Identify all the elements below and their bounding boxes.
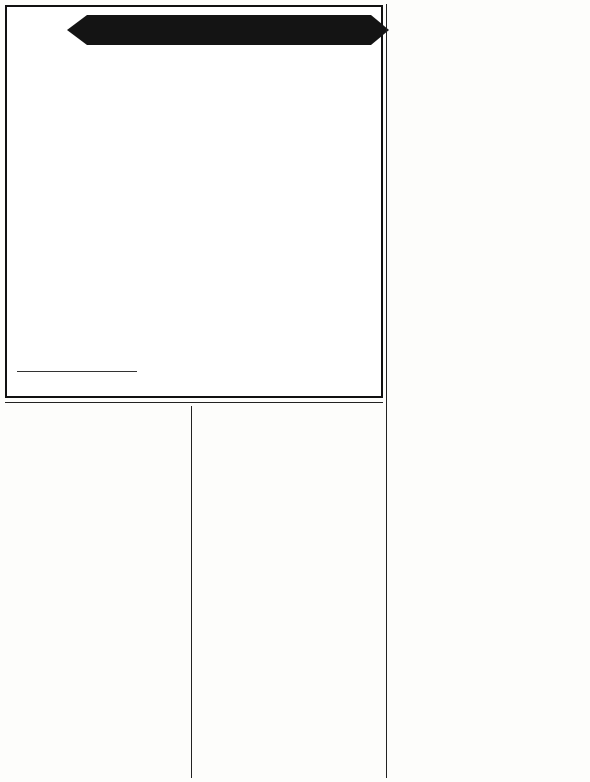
right-column-bottom: [390, 398, 586, 776]
left-column: [5, 406, 187, 778]
column-divider: [386, 4, 387, 778]
middle-column: [196, 406, 382, 778]
column-divider: [191, 406, 192, 778]
poem-box: [5, 5, 383, 398]
poem-signature: [17, 371, 137, 396]
poem-heading: [87, 15, 371, 45]
divider-line: [5, 402, 383, 403]
right-column-top: [390, 4, 586, 392]
